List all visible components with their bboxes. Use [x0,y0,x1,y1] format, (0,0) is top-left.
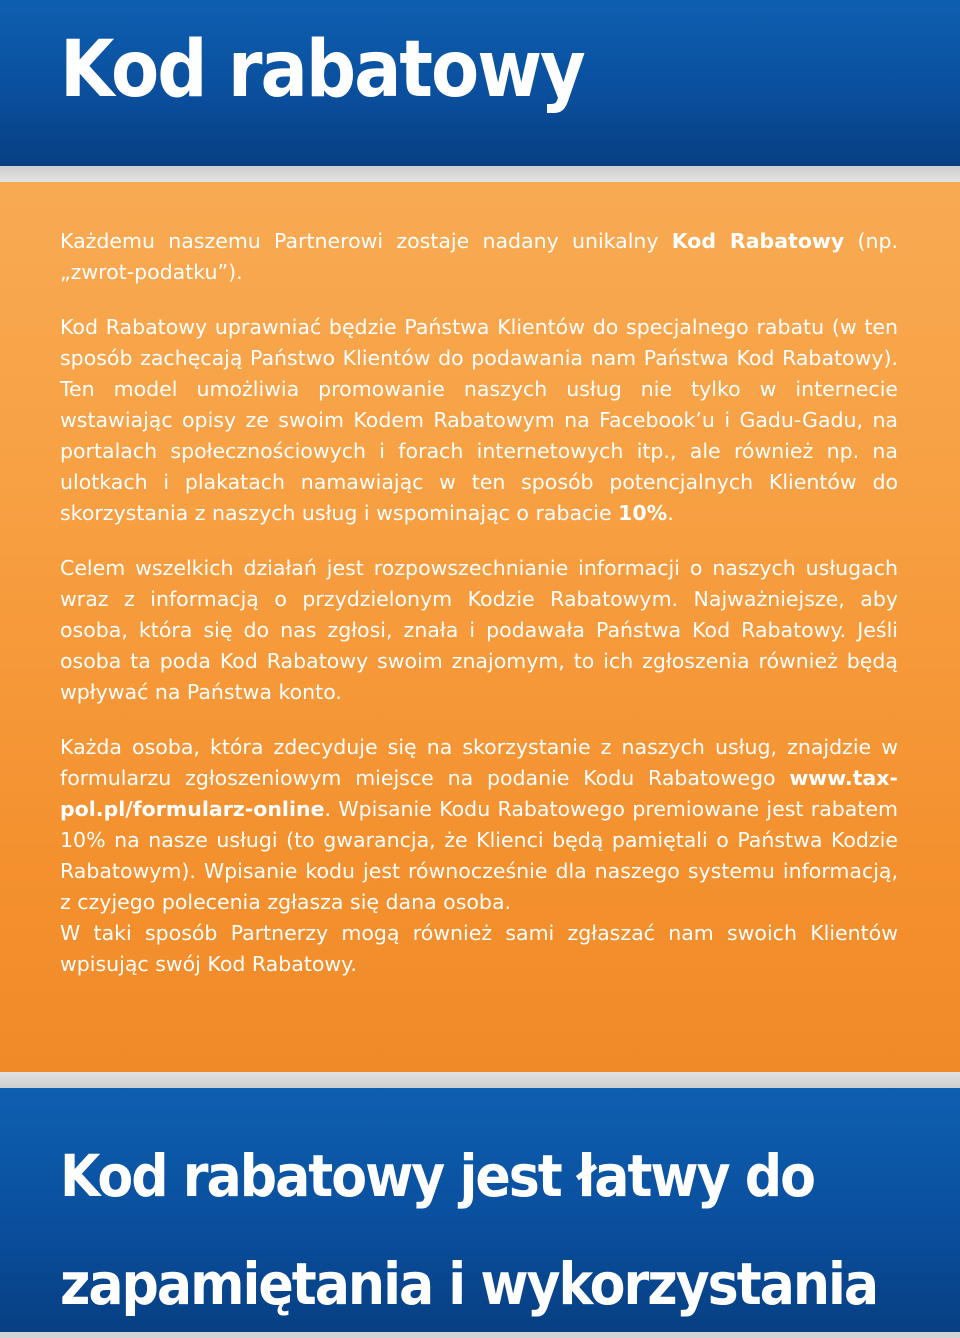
footer-slogan-line1: Kod rabatowy jest łatwy do [60,1142,814,1210]
partners-text: W taki sposób Partnerzy mogą również sami zgłaszać nam swoich Klientów wpisując swój Kod Rabatowy. [60,921,898,976]
goal-text: Celem wszelkich działań jest rozpowszechnianie informacji o naszych usługach wraz z informacją o przydzielonym Kodzie Rabatowym. Najważniejsze, aby osoba, która się do nas zgłosi, znała i podawała Państwa Kod Rabatowy. Jeśli osoba ta poda Kod Rabatowy swoim znajomym, to ich zgłoszenia również będą wpływać na Państwa konto. [60,556,898,704]
divider-bottom [0,1072,960,1088]
page-title: Kod rabatowy [60,25,584,115]
discount-code-term: Kod Rabatowy [671,229,845,253]
intro-example: (np. „zwrot-podatku”). [60,229,899,284]
form-text-end: . Wpisanie Kodu Rabatowego premiowane jest rabatem 10% na nasze usługi (to gwarancja, że Klienci będą pamiętali o Państwa Kodzie Rabatowym). Wpisanie kodu jest równocześnie dla naszego systemu informacją, z czyjego polecenia zgłasza się dana osoba. [60,797,898,914]
form-link[interactable]: www.tax-pol.pl/formularz-online [60,766,898,821]
content-panel [0,182,960,1072]
footer-slogan [60,1122,920,1338]
paragraph-intro [60,226,898,288]
form-text: Każda osoba, która zdecyduje się na skorzystanie z naszych usług, znajdzie w formularzu zgłoszeniowym miejsce na podanie Kodu Rabatowego [60,735,898,790]
header-banner [0,0,960,166]
promotion-text: Kod Rabatowy uprawniać będzie Państwa Klientów do specjalnego rabatu (w ten sposób zachęcają Państwo Klientów do podawania nam Państwa Kod Rabatowy). Ten model umożliwia promowanie naszych usług nie tylko w internecie wstawiając opisy ze swoim Kodem Rabatowym na Facebook’u i Gadu-Gadu, na portalach społecznościowych i forach internetowych itp., ale również np. na ulotkach i plakatach namawiając w ten sposób potencjalnych Klientów do skorzystania z naszych usług i wspominając o rabacie [60,315,898,525]
paragraph-form [60,732,898,918]
content-text [60,226,898,980]
paragraph-goal [60,553,898,708]
paragraph-promotion [60,312,898,529]
footer-banner [0,1088,960,1332]
footer-slogan-line2: zapamiętania i wykorzystania [60,1250,878,1318]
divider-top [0,166,960,182]
intro-text: Każdemu naszemu Partnerowi zostaje nadany unikalny [60,229,672,253]
discount-percent: 10% [618,501,668,525]
paragraph-partners [60,918,898,980]
promotion-end: . [667,501,674,525]
